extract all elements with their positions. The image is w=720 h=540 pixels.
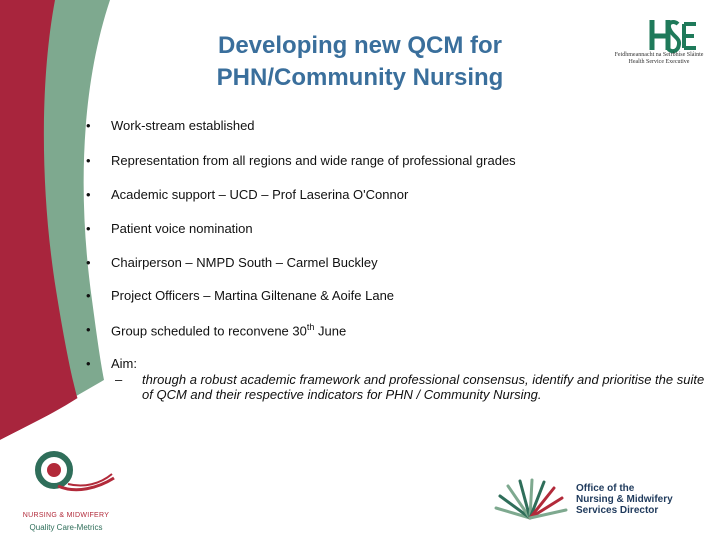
- title-line-1: Developing new QCM for: [217, 32, 502, 59]
- bullet-text: Representation from all regions and wide range of professional grades: [111, 153, 516, 168]
- footer-right-line2: Nursing & Midwifery: [576, 494, 673, 505]
- bullet-icon: •: [86, 288, 91, 303]
- onmsd-fan-logo-icon: [490, 478, 570, 522]
- title-line-2: PHN/Community Nursing: [216, 64, 504, 91]
- bullet-text: Work-stream established: [111, 118, 255, 133]
- footer-right-text: [576, 483, 716, 516]
- bullet-icon: •: [86, 356, 91, 371]
- slide-title: [150, 30, 570, 94]
- footer-right-line3: Services Director: [576, 505, 659, 516]
- bullet-text: Aim:: [111, 356, 137, 371]
- bullet-icon: •: [86, 322, 91, 337]
- footer-left-line2: Quality Care-Metrics: [29, 523, 103, 532]
- hse-logo-text: [612, 52, 706, 66]
- footer-right-line1: Office of the: [576, 483, 635, 494]
- bullet-text: Project Officers – Martina Giltenane & Aoife Lane: [111, 288, 395, 303]
- sub-dash: –: [115, 372, 123, 387]
- bullet-icon: •: [86, 221, 91, 236]
- bullet-text: Chairperson – NMPD South – Carmel Buckley: [111, 255, 378, 270]
- aim-sub-text: through a robust academic framework and professional consensus, identify and prioritise the suite of QCM and their respective indicators for PHN / Community Nursing.: [142, 372, 705, 402]
- bullet-icon: •: [86, 187, 91, 202]
- footer-left-line1: NURSING & MIDWIFERY: [22, 512, 110, 519]
- hse-text-line2: Health Service Executive: [628, 59, 690, 65]
- bullet-text: Academic support – UCD – Prof Laserina O'Connor: [111, 187, 409, 202]
- hse-text-line1: Feidhmeannacht na Seirbhíse Sláinte: [614, 52, 704, 58]
- bullet-icon: •: [86, 118, 91, 133]
- bullet-icon: •: [86, 255, 91, 270]
- bullet-text: Group scheduled to reconvene 30th June: [111, 322, 347, 339]
- bullet-icon: •: [86, 153, 91, 168]
- bullet-text: Patient voice nomination: [111, 221, 253, 236]
